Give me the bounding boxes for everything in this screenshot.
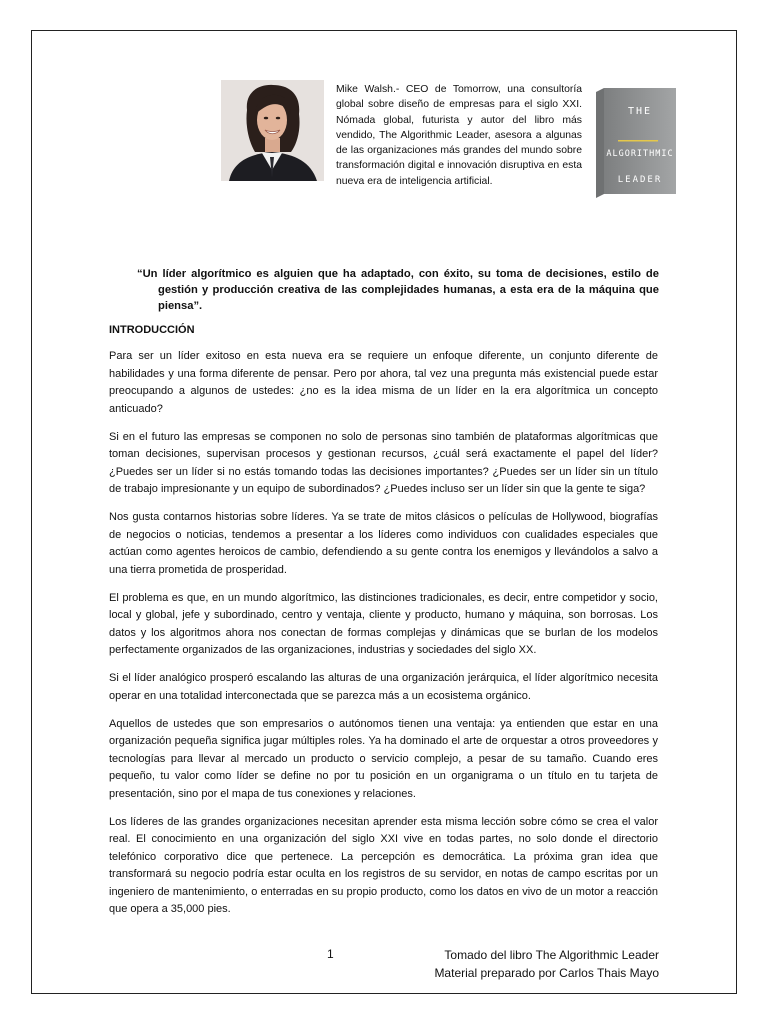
author-header: [221, 80, 679, 200]
author-bio: Mike Walsh.- CEO de Tomorrow, una consultoría global sobre diseño de empresas para el siglo XXI. Nómada global, futurista y autor del libro más vendido, The Algorithmic Leader, asesora a algunas de las organizaciones más grandes del mundo sobre transformación digital e innovación disruptiva en esta nueva era de inteligencia artificial.: [336, 84, 582, 187]
footer-credit-source: Tomado del libro The Algorithmic Leader: [444, 948, 659, 962]
paragraph: El problema es que, en un mundo algorítmico, las distinciones tradicionales, es decir, entre competidor y socio, local y global, jefe y subordinado, centro y ventaja, cliente y producto, humano y máquina, son borrosas. Los datos y los algoritmos ahora nos conectan de formas complejas y dinámicas que se burlan de los modelos perfectamente organizados de las organizaciones, industrias y sociedades del siglo XX.: [109, 591, 658, 656]
paragraph: Aquellos de ustedes que son empresarios o autónomos tienen una ventaja: ya entienden que estar en una organización pequeña significa jugar múltiples roles. Ya ha dominado el arte de orquestar a otros proveedores y tecnologías para llevar al mercado un producto o servicio complejo, a pesar de su tamaño. Cuando eres pequeño, tu valor como líder se define no por tu posición en un organigrama o un título en tu tarjeta de presentación, sino por el mapa de tus conexiones y relaciones.: [109, 717, 658, 800]
book-accent-bar: [618, 140, 658, 142]
paragraph: Para ser un líder exitoso en esta nueva era se requiere un enfoque diferente, un conjunto diferente de habilidades y una forma diferente de pensar. Pero por ahora, tal vez una pregunta más existencial puede estar preocupando a algunos de ustedes: ¿no es la idea misma de un líder en la era algorítmica un concepto anticuado?: [109, 350, 658, 415]
paragraph: Los líderes de las grandes organizaciones necesitan aprender esta misma lección sobre cómo se crea el valor real. El conocimiento en una organización del siglo XXI vive en todas partes, no solo donde el directorio telefónico corporativo dice que pertenece. La percepción es democrática. La próxima gran idea que transformará su negocio podría estar oculta en los registros de su servidor, en notas de campo escritas por un ingeniero de mantenimiento, o enterradas en su propio producto, como los datos en vivo de un motor a reacción que opera a 35,000 pies.: [109, 815, 658, 915]
paragraph: Si en el futuro las empresas se componen no solo de personas sino también de plataformas algorítmicas que toman decisiones, supervisan procesos y gestionan recursos, ¿cuál será exactamente el papel del líder? ¿Puedes ser un líder si no estás tomando todas las decisiones importantes? ¿Puedes ser un líder sin un título de trabajo impresionante y un equipo de subordinados? ¿Puedes incluso ser un líder sin que la gente te siga?: [109, 430, 658, 495]
footer-credit-author: Material preparado por Carlos Thais Mayo: [434, 966, 659, 980]
section-title: INTRODUCCIÓN: [109, 324, 195, 336]
book-title-line3: LEADER: [617, 175, 663, 185]
book-title-line2: ALGORITHMIC: [606, 149, 674, 159]
pull-quote: “Un líder algorítmico es alguien que ha adaptado, con éxito, su toma de decisiones, estilo de gestión y producción creativa de las complejidades humanas, a esta era de la máquina que piensa”.: [137, 268, 659, 312]
paragraph: Nos gusta contarnos historias sobre líderes. Ya se trate de mitos clásicos o películas de Hollywood, biografías de negocios o noticias, tendemos a presentar a los líderes como individuos con cualidades especiales que actúan como agentes heroicos de cambio, defendiendo a su gente contra los enemigos y llevándolos a salvo a una tierra prometida de prosperidad.: [109, 511, 658, 576]
author-photo: [221, 80, 324, 181]
page-number: 1: [327, 947, 334, 961]
paragraph: Si el líder analógico prosperó escalando las alturas de una organización jerárquica, el líder algorítmico necesita operar en una totalidad interconectada que se parezca más a un ecosistema orgánico.: [109, 672, 658, 702]
book-title-line1: THE: [627, 106, 653, 117]
book-cover-image: [594, 88, 676, 198]
footer-credits: [404, 946, 659, 982]
body-text: [109, 348, 658, 929]
